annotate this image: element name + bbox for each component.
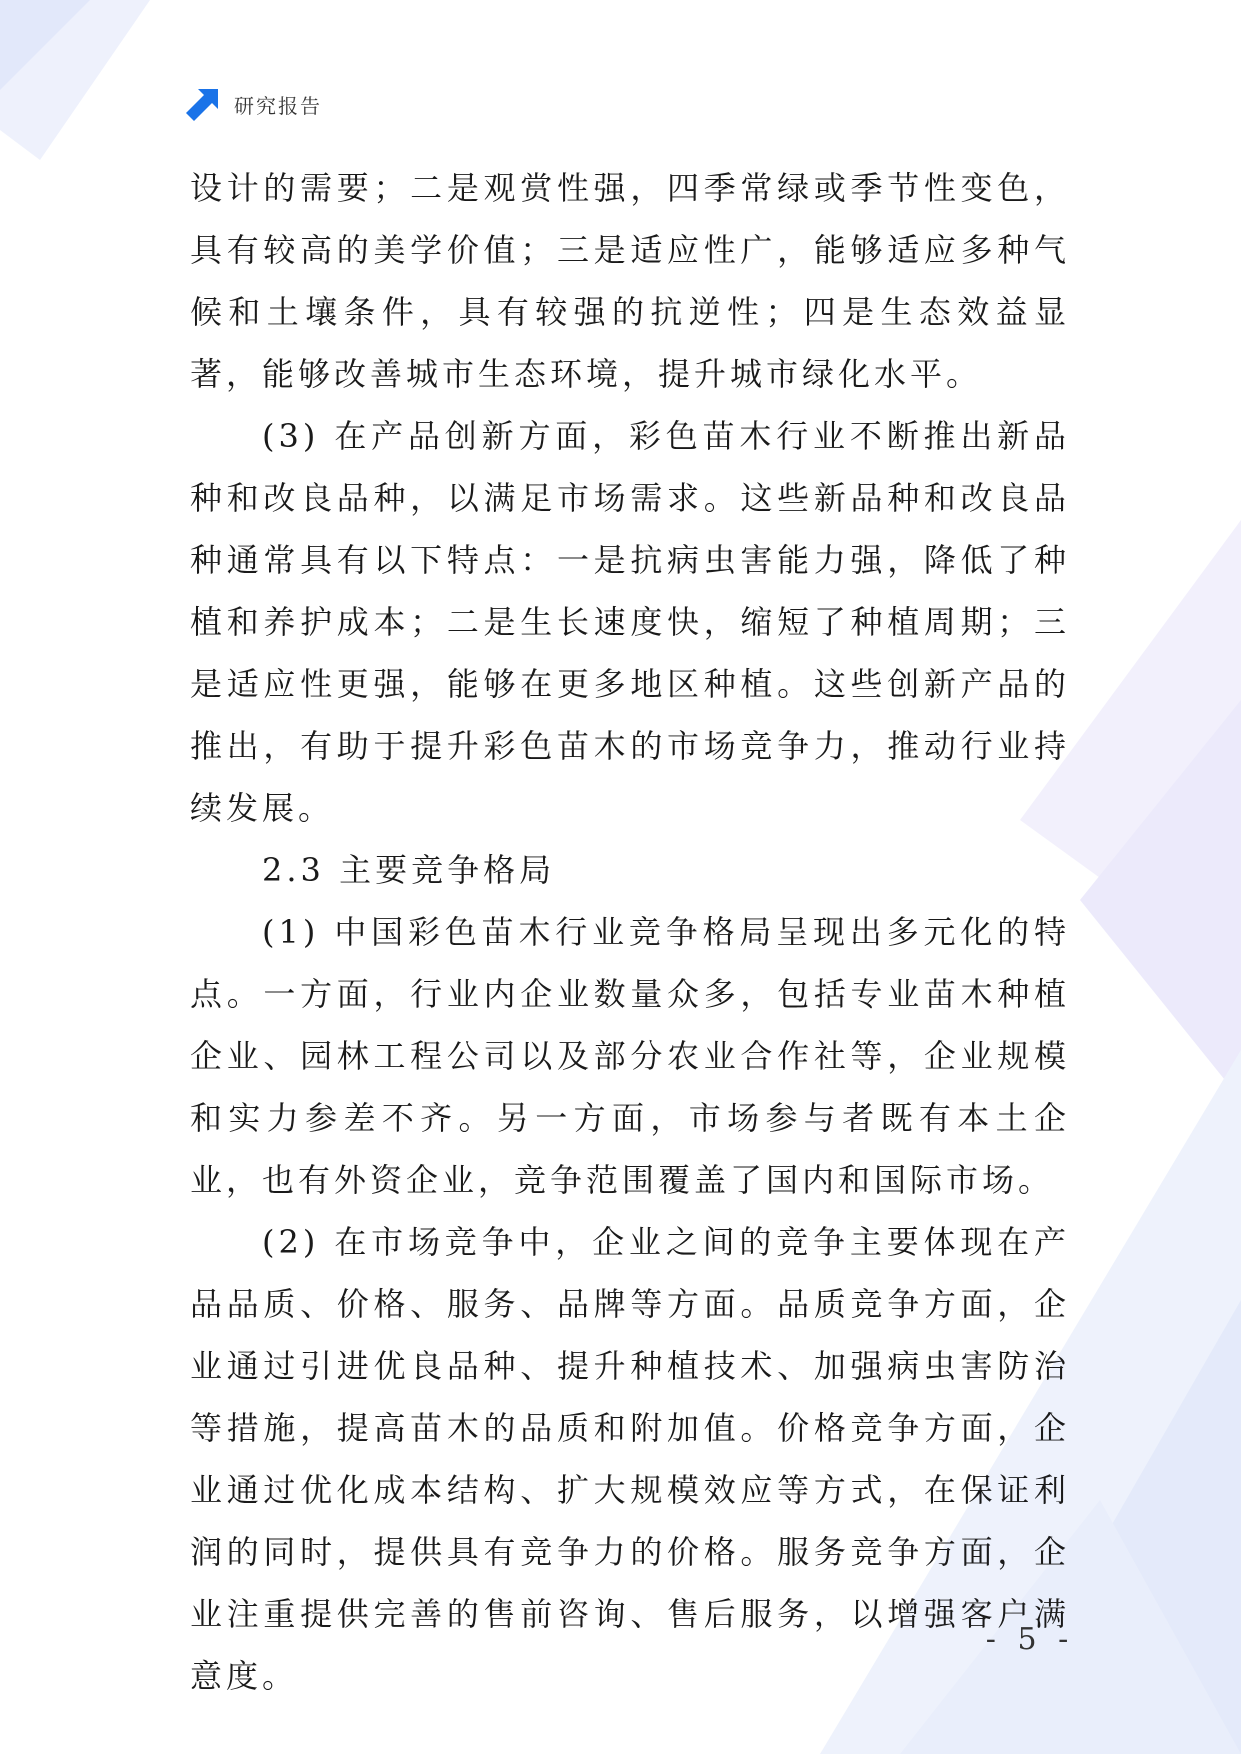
section-heading: 2.3 主要竞争格局 bbox=[262, 851, 556, 889]
header-label: 研究报告 bbox=[234, 93, 322, 118]
arrow-logo-icon bbox=[186, 87, 220, 121]
page-number: - 5 - bbox=[985, 1622, 1075, 1657]
report-header bbox=[186, 86, 322, 122]
paragraph-market-competition: (2) 在市场竞争中，企业之间的竞争主要体现在产品品质、价格、服务、品牌等方面。品质竞争方面，企业通过引进优良品种、提升种植技术、加强病虫害防治等措施，提高苗木的品质和附加值。价格竞争方面，企业通过优化成本结构、扩大规模效应等方式，在保证利润的同时，提供具有竞争力的价格。服务竞争方面，企业注重提供完善的售前咨询、售后服务，以增强客户满意度。 bbox=[190, 1223, 1070, 1695]
paragraph-continued: 设计的需要；二是观赏性强，四季常绿或季节性变色，具有较高的美学价值；三是适应性广，能够适应多种气候和土壤条件，具有较强的抗逆性；四是生态效益显著，能够改善城市生态环境，提升城市绿化水平。 bbox=[190, 169, 1070, 393]
paragraph-product-innovation: (3) 在产品创新方面，彩色苗木行业不断推出新品种和改良品种，以满足市场需求。这些新品种和改良品种通常具有以下特点：一是抗病虫害能力强，降低了种植和养护成本；二是生长速度快，缩短了种植周期；三是适应性更强，能够在更多地区种植。这些创新产品的推出，有助于提升彩色苗木的市场竞争力，推动行业持续发展。 bbox=[190, 417, 1070, 827]
document-body bbox=[190, 157, 1070, 1707]
paragraph-competition-landscape: (1) 中国彩色苗木行业竞争格局呈现出多元化的特点。一方面，行业内企业数量众多，包括专业苗木种植企业、园林工程公司以及部分农业合作社等，企业规模和实力参差不齐。另一方面，市场参与者既有本土企业，也有外资企业，竞争范围覆盖了国内和国际市场。 bbox=[190, 913, 1070, 1199]
